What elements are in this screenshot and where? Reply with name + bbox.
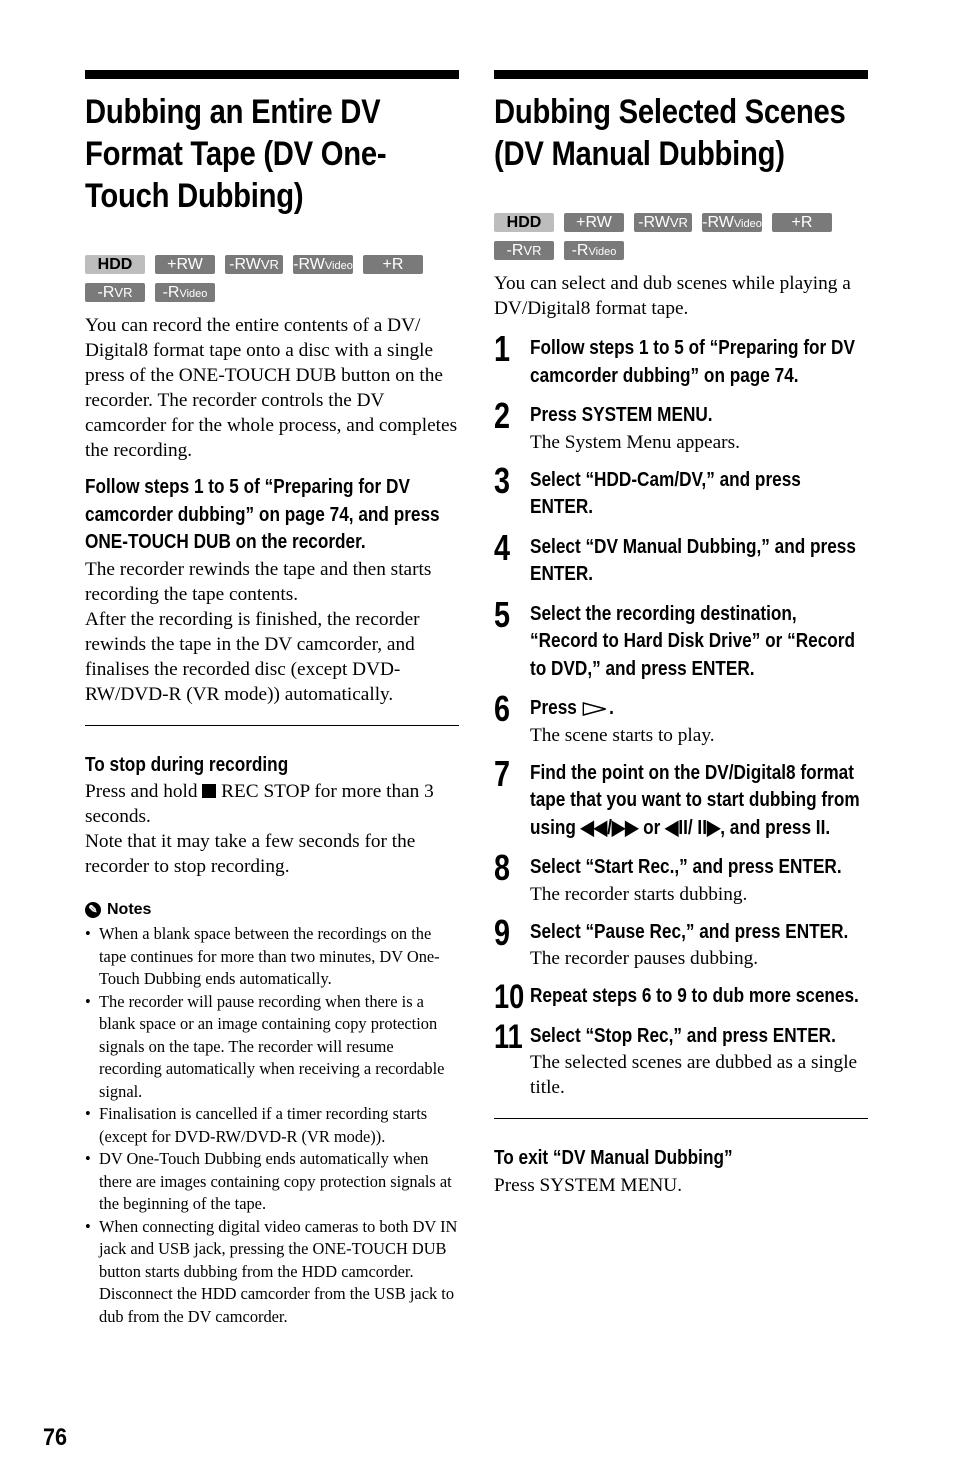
note-item: • Finalisation is cancelled if a timer recording starts (except for DVD-RW/DVD-R (VR mode)).: [85, 1103, 459, 1148]
badge-plus-r: +R: [363, 255, 423, 274]
step-heading: Select “HDD-Cam/DV,” and press ENTER.: [530, 468, 801, 518]
step-number: 8: [494, 847, 511, 888]
left-title: Dubbing an Entire DV Format Tape (DV One-Touch Dubbing): [85, 93, 387, 215]
step-number: 4: [494, 526, 511, 568]
step-heading: Select “DV Manual Dubbing,” and press ENTER.: [530, 535, 856, 585]
step-number: 6: [494, 688, 511, 729]
badge-r-vr: -RVR: [494, 241, 554, 260]
section-rule: [494, 70, 868, 79]
step-8: [494, 847, 868, 907]
left-intro: You can record the entire contents of a DV/ Digital8 format tape onto a disc with a single press of the ONE-TOUCH DUB button on the recorder. The recorder controls the DV camcorder for the whole process, and completes the recording.: [85, 315, 458, 461]
stop-text: Press and hold REC STOP for more than 3 seconds.: [85, 781, 434, 827]
badge-plus-rw: +RW: [155, 255, 215, 274]
step-number: 5: [494, 593, 511, 635]
stop-icon: [202, 784, 216, 798]
step-heading: Press .: [530, 697, 614, 719]
step-number: 2: [494, 395, 511, 436]
step-heading: Press SYSTEM MENU.: [530, 404, 713, 426]
badge-rw-video: -RWVideo: [293, 256, 353, 273]
exit-heading: To exit “DV Manual Dubbing”: [494, 1147, 733, 1169]
step-number: 1: [494, 328, 511, 369]
step-heading: Follow steps 1 to 5 of “Preparing for DV camcorder dubbing” on page 74.: [530, 337, 855, 387]
exit-text: Press SYSTEM MENU.: [494, 1174, 683, 1196]
stop-heading: To stop during recording: [85, 753, 289, 776]
notes-icon: ✎: [85, 902, 101, 918]
step-10: [494, 978, 868, 1016]
left-step-desc-2: After the recording is finished, the recorder rewinds the tape in the DV camcorder, and finalises the recorded disc (except DVD-RW/DVD-R (VR mode)) automatically.: [85, 608, 420, 705]
step-description: The recorder starts dubbing.: [530, 883, 748, 905]
step-description: The scene starts to play.: [530, 724, 715, 746]
note-item: • DV One-Touch Dubbing ends automatically when there are images containing copy protection signals at the beginning of the tape.: [85, 1148, 459, 1216]
badge-r-vr: -RVR: [85, 283, 145, 302]
step-number: 11: [494, 1017, 523, 1056]
badge-rw-vr: -RWVR: [225, 255, 283, 274]
left-step-head: Follow steps 1 to 5 of “Preparing for DV camcorder dubbing” on page 74, and press ONE-TOUCH DUB on the recorder.: [85, 476, 440, 553]
step-description: The recorder pauses dubbing.: [530, 948, 759, 969]
step-heading: Select the recording destination, “Record to Hard Disk Drive” or “Record to DVD,” and press ENTER.: [530, 602, 855, 680]
step-9: [494, 911, 868, 972]
badge-r-video: -RVideo: [564, 241, 624, 260]
note-item: • When connecting digital video cameras to both DV IN jack and USB jack, pressing the ONE-TOUCH DUB button starts dubbing from the HDD camcorder. Disconnect the HDD camcorder from the USB jack to dub from the DV camcorder.: [85, 1216, 459, 1329]
badge-plus-r: +R: [772, 213, 832, 232]
step-4: [494, 526, 868, 589]
badge-hdd: HDD: [494, 213, 554, 232]
badge-hdd: HDD: [85, 255, 145, 274]
play-icon: [582, 701, 610, 717]
step-description: The selected scenes are dubbed as a single title.: [530, 1052, 858, 1098]
step-number: 3: [494, 459, 511, 501]
right-title: Dubbing Selected Scenes (DV Manual Dubbing): [494, 93, 846, 173]
badge-r-video: -RVideo: [155, 283, 215, 302]
step-heading: Repeat steps 6 to 9 to dub more scenes.: [530, 985, 859, 1007]
notes-list: [85, 923, 459, 1328]
section-rule: [85, 70, 459, 79]
disc-badges: [85, 255, 445, 302]
step-11: [494, 1017, 868, 1101]
step-heading: Select “Stop Rec,” and press ENTER.: [530, 1024, 836, 1047]
badge-plus-rw: +RW: [564, 213, 624, 232]
left-step-desc-1: The recorder rewinds the tape and then starts recording the tape contents.: [85, 558, 432, 605]
step-number: 7: [494, 752, 511, 794]
step-7: [494, 752, 868, 843]
step-6: [494, 688, 868, 748]
left-column: [85, 70, 459, 1328]
step-1: [494, 328, 868, 390]
step-heading: Select “Start Rec.,” and press ENTER.: [530, 856, 842, 878]
notes-heading: ✎ Notes: [85, 901, 459, 919]
disc-badges: [494, 213, 854, 260]
step-3: [494, 459, 868, 522]
note-item: • The recorder will pause recording when there is a blank space or an image containing copy protection signals on the tape. The recorder will resume recording automatically when receiving a recordable signal.: [85, 991, 459, 1104]
step-description: The System Menu appears.: [530, 431, 740, 453]
badge-rw-video: -RWVideo: [702, 214, 762, 231]
stop-note: Note that it may take a few seconds for the recorder to stop recording.: [85, 831, 416, 877]
page-number: 76: [43, 1424, 68, 1451]
right-intro: You can select and dub scenes while playing a DV/Digital8 format tape.: [494, 273, 851, 319]
step-heading: Find the point on the DV/Digital8 format tape that you want to start dubbing from using ◀◀/▶▶ or ◀II/ II▶, and press II.: [530, 761, 860, 839]
step-5: [494, 593, 868, 684]
divider: [494, 1118, 868, 1119]
step-number: 9: [494, 911, 511, 953]
step-heading: Select “Pause Rec,” and press ENTER.: [530, 920, 849, 943]
step-number: 10: [494, 978, 525, 1016]
note-item: • When a blank space between the recordings on the tape continues for more than two minutes, DV One-Touch Dubbing ends automatically.: [85, 923, 459, 991]
right-column: [494, 70, 868, 1198]
divider: [85, 725, 459, 726]
step-2: [494, 395, 868, 455]
badge-rw-vr: -RWVR: [634, 213, 692, 232]
